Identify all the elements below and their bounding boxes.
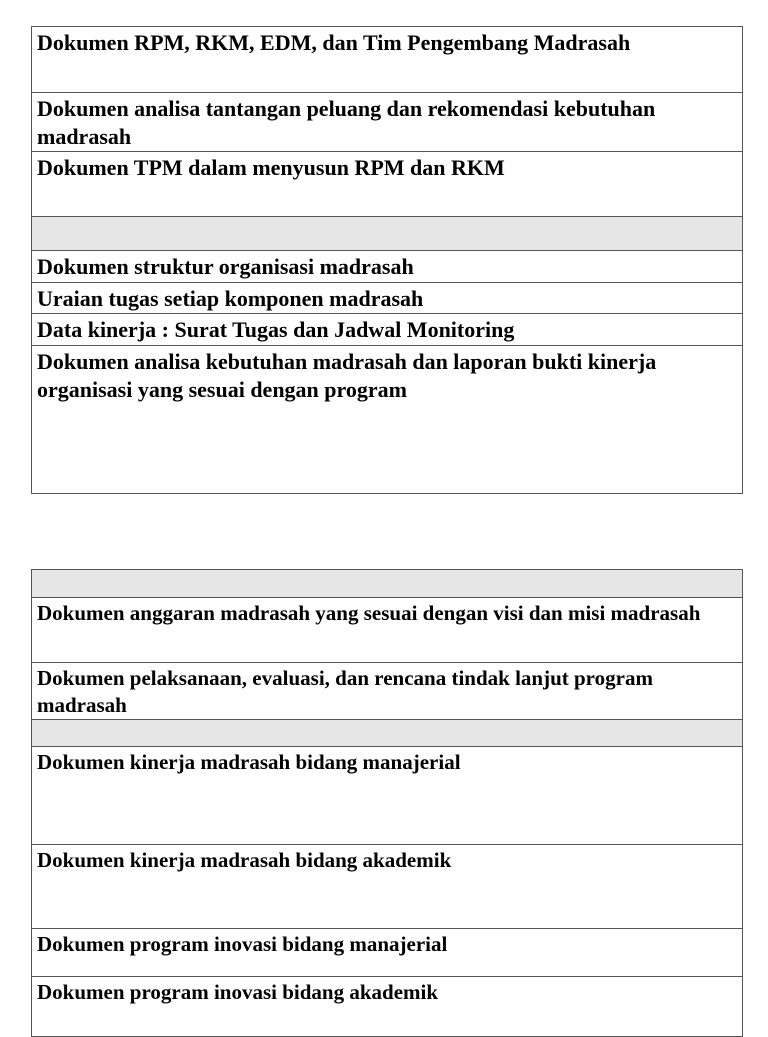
evidence-table-2: [31, 569, 743, 1037]
table-cell-text: Dokumen kinerja madrasah bidang akademik: [37, 848, 452, 872]
table-cell-text: Dokumen kinerja madrasah bidang manajerial: [37, 750, 461, 774]
table-row: [32, 152, 742, 217]
table-cell-text: Dokumen TPM dalam menyusun RPM dan RKM: [37, 155, 505, 180]
table-row: [32, 93, 742, 152]
table-cell-text: Data kinerja : Surat Tugas dan Jadwal Monitoring: [37, 317, 515, 342]
table-cell-text: Dokumen struktur organisasi madrasah: [37, 254, 414, 279]
table-cell-text: Dokumen pelaksanaan, evaluasi, dan rencana tindak lanjut program madrasah: [37, 666, 653, 717]
table-row-shaded: [32, 217, 742, 251]
table-row: [32, 977, 742, 1037]
table-row: [32, 845, 742, 929]
table-cell-text: Dokumen analisa kebutuhan madrasah dan laporan bukti kinerja organisasi yang sesuai dengan program: [37, 349, 657, 402]
table-row: [32, 747, 742, 845]
table-cell-text: Dokumen anggaran madrasah yang sesuai dengan visi dan misi madrasah: [37, 601, 701, 625]
table-cell-text: Dokumen program inovasi bidang manajerial: [37, 932, 448, 956]
table-row-shaded: [32, 720, 742, 747]
table-cell-text: Dokumen analisa tantangan peluang dan rekomendasi kebutuhan madrasah: [37, 96, 656, 149]
table-row: [32, 346, 742, 494]
table-row: [32, 314, 742, 346]
table-row: [32, 663, 742, 720]
table-cell-text: Dokumen RPM, RKM, EDM, dan Tim Pengembang Madrasah: [37, 30, 631, 55]
table-row: [32, 929, 742, 977]
table-row-shaded: [32, 570, 742, 598]
table-row: [32, 251, 742, 283]
evidence-table-1: [31, 26, 743, 494]
table-row: [32, 27, 742, 93]
table-row: [32, 283, 742, 314]
table-cell-text: Uraian tugas setiap komponen madrasah: [37, 286, 424, 311]
table-cell-text: Dokumen program inovasi bidang akademik: [37, 980, 439, 1004]
table-row: [32, 598, 742, 663]
